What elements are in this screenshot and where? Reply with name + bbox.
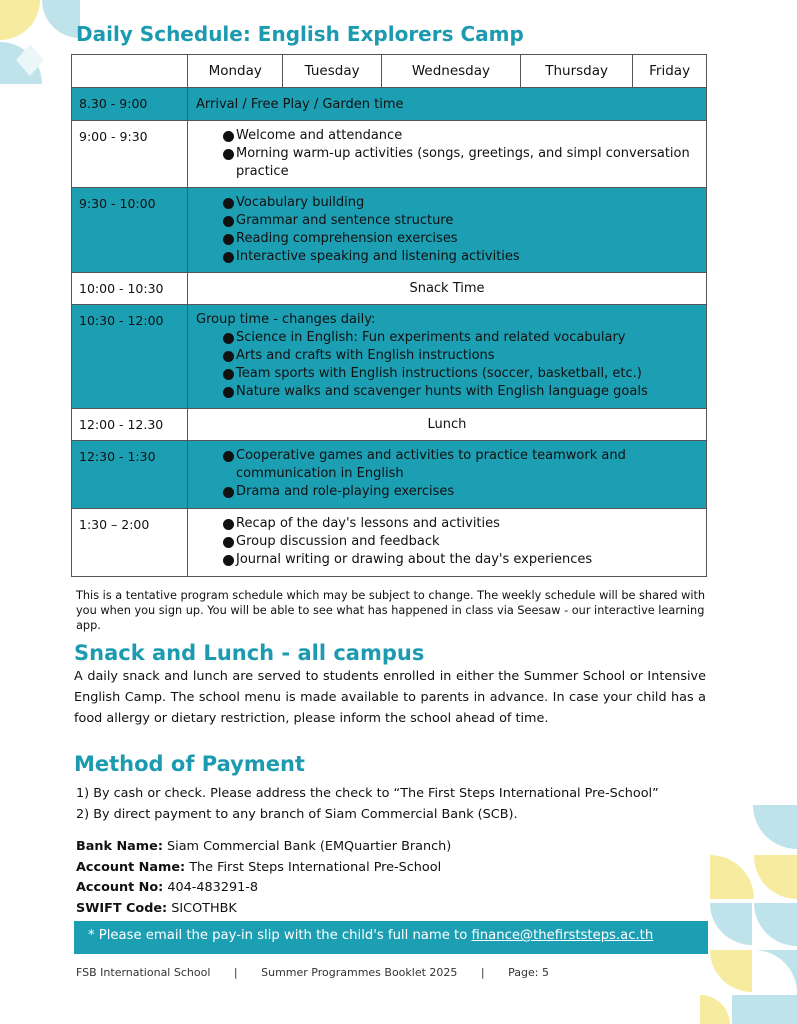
- day-header: Wednesday: [381, 55, 520, 88]
- day-header: Thursday: [521, 55, 633, 88]
- time-cell: 12:30 - 1:30: [72, 441, 188, 509]
- account-name-line: Account Name: The First Steps International Pre-School: [76, 859, 442, 875]
- swift-line: SWIFT Code: SICOTHBK: [76, 900, 237, 916]
- activity-cell: [188, 509, 707, 577]
- table-header-row: [72, 55, 707, 88]
- activity-cell: Snack Time: [188, 273, 707, 305]
- footer-separator: |: [480, 966, 485, 979]
- schedule-note: This is a tentative program schedule which may be subject to change. The weekly schedule will be shared with you when you sign up. You will be able to see what has happened in class via Seesaw - our interactive learning app.: [76, 589, 706, 632]
- activity-cell: [188, 441, 707, 509]
- table-row: [72, 441, 707, 509]
- table-row: [72, 409, 707, 441]
- list-item: Team sports with English instructions (soccer, basketball, etc.): [196, 365, 698, 383]
- table-row: [72, 121, 707, 188]
- footer-booklet: Summer Programmes Booklet 2025: [261, 966, 458, 979]
- list-item: Grammar and sentence structure: [196, 212, 698, 230]
- time-cell: 9:00 - 9:30: [72, 121, 188, 188]
- table-row: [72, 273, 707, 305]
- time-cell: 12:00 - 12.30: [72, 409, 188, 441]
- payment-heading: Method of Payment: [74, 752, 305, 776]
- table-row: [72, 88, 707, 121]
- time-cell: 10:30 - 12:00: [72, 305, 188, 409]
- list-item: Recap of the day's lessons and activities: [196, 515, 698, 533]
- list-item: Group discussion and feedback: [196, 533, 698, 551]
- day-header: Monday: [188, 55, 283, 88]
- activity-cell: [188, 305, 707, 409]
- email-notice-bar: [74, 921, 708, 954]
- corner-cell: [72, 55, 188, 88]
- time-cell: 10:00 - 10:30: [72, 273, 188, 305]
- activity-cell: Lunch: [188, 409, 707, 441]
- table-row: [72, 509, 707, 577]
- table-row: [72, 305, 707, 409]
- account-no-line: Account No: 404-483291-8: [76, 880, 259, 895]
- snack-heading: Snack and Lunch - all campus: [74, 641, 425, 665]
- page-footer: [76, 966, 549, 979]
- time-cell: 9:30 - 10:00: [72, 188, 188, 273]
- list-item: Arts and crafts with English instructions: [196, 347, 698, 365]
- list-item: Vocabulary building: [196, 194, 698, 212]
- payment-option-1: 1) By cash or check. Please address the check to “The First Steps International Pre-School”: [76, 786, 659, 801]
- finance-email-link[interactable]: finance@thefirststeps.ac.th: [471, 928, 654, 943]
- list-item: Cooperative games and activities to practice teamwork and communication in English: [196, 447, 698, 483]
- account-no: 404-483291-8: [163, 880, 259, 895]
- activity-cell: [188, 188, 707, 273]
- bank-name: Siam Commercial Bank (EMQuartier Branch): [162, 839, 452, 854]
- account-name: The First Steps International Pre-School: [185, 859, 442, 875]
- page-title: Daily Schedule: English Explorers Camp: [76, 22, 524, 46]
- corner-decoration-top-left: [0, 0, 80, 90]
- footer-separator: |: [233, 966, 238, 979]
- list-item: Science in English: Fun experiments and related vocabulary: [196, 329, 698, 347]
- snack-paragraph: A daily snack and lunch are served to students enrolled in either the Summer School or Intensive English Camp. The school menu is made available to parents in advance. In case your child has a food allergy or dietary restriction, please inform the school ahead of time.: [74, 669, 706, 726]
- list-item: Interactive speaking and listening activities: [196, 248, 698, 266]
- day-header: Friday: [633, 55, 707, 88]
- list-item: Welcome and attendance: [196, 127, 698, 145]
- list-item: Drama and role-playing exercises: [196, 483, 698, 501]
- group-time-intro: Group time - changes daily:: [196, 312, 376, 327]
- time-cell: 8.30 - 9:00: [72, 88, 188, 121]
- schedule-table: [71, 54, 707, 577]
- email-notice-text: * Please email the pay-in slip with the child's full name to: [88, 928, 472, 943]
- activity-cell: Arrival / Free Play / Garden time: [188, 88, 707, 121]
- list-item: Morning warm-up activities (songs, greetings, and simpl conversation practice: [196, 145, 698, 181]
- list-item: Nature walks and scavenger hunts with English language goals: [196, 383, 698, 401]
- table-row: [72, 188, 707, 273]
- corner-decoration-bottom-right: [700, 805, 797, 1024]
- footer-page-number: Page: 5: [508, 966, 549, 979]
- bank-details: [76, 837, 451, 919]
- bank-name-line: Bank Name: Siam Commercial Bank (EMQuartier Branch): [76, 839, 452, 854]
- footer-school: FSB International School: [76, 966, 211, 979]
- time-cell: 1:30 – 2:00: [72, 509, 188, 577]
- payment-option-2: 2) By direct payment to any branch of Siam Commercial Bank (SCB).: [76, 807, 518, 822]
- activity-cell: [188, 121, 707, 188]
- day-header: Tuesday: [283, 55, 381, 88]
- list-item: Reading comprehension exercises: [196, 230, 698, 248]
- swift-code: SICOTHBK: [167, 900, 237, 916]
- list-item: Journal writing or drawing about the day's experiences: [196, 551, 698, 569]
